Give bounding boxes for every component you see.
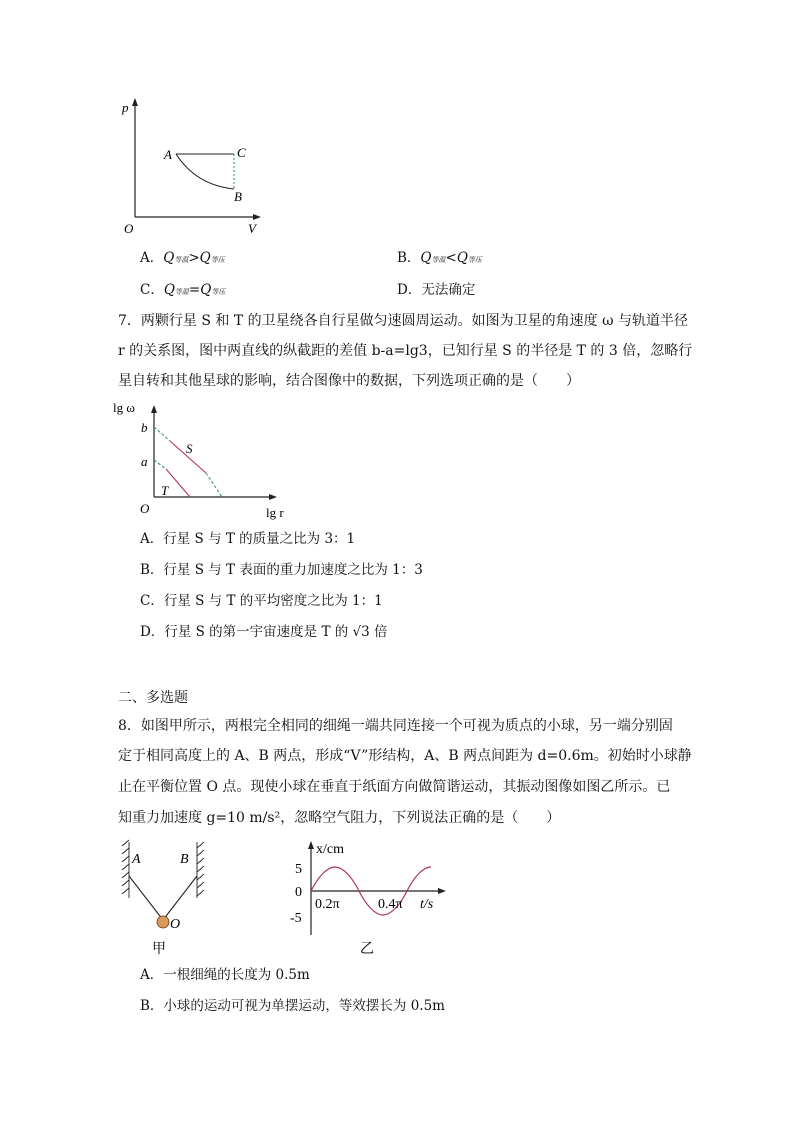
pv-diagram bbox=[110, 95, 270, 240]
y-tick-5: 5 bbox=[295, 862, 302, 877]
origin-label: O bbox=[140, 501, 150, 516]
v-axis-arrow bbox=[253, 214, 261, 220]
q6-option-c[interactable] bbox=[140, 282, 225, 300]
q7-stem-line-1: 7．两颗行星 S 和 T 的卫星绕各自行星做匀速圆周运动。如图为卫星的角速度 ω 与轨道半径 bbox=[118, 313, 688, 329]
line-s-dashed-tail bbox=[206, 473, 222, 497]
q7-option-c[interactable]: C．行星 S 与 T 的平均密度之比为 1：1 bbox=[140, 593, 383, 609]
x-axis-label: x/cm bbox=[316, 842, 344, 857]
p-axis-arrow bbox=[132, 98, 138, 106]
subscript: 等压 bbox=[467, 256, 482, 264]
v-shape-pendulum-figure bbox=[118, 838, 218, 960]
q8-stem-line-2: 定于相同高度上的 A、B 两点，形成“V”形结构，A、B 两点间距为 d=0.6m。初始时小球静 bbox=[118, 748, 692, 764]
relation: = bbox=[188, 282, 201, 298]
q6-option-a[interactable] bbox=[140, 250, 225, 268]
line-s-dashed bbox=[154, 427, 170, 441]
subscript: 等温 bbox=[174, 288, 189, 296]
intercept-a-label: a bbox=[141, 454, 148, 469]
q-symbol: Q bbox=[420, 250, 432, 266]
relation: < bbox=[445, 250, 457, 266]
subscript: 等温 bbox=[174, 256, 189, 264]
point-b-label: B bbox=[234, 189, 242, 204]
v-axis-label: V bbox=[248, 221, 256, 236]
q8-option-a[interactable]: A．一根细绳的长度为 0.5m bbox=[140, 967, 310, 983]
q6-option-b[interactable] bbox=[397, 250, 482, 268]
q6-option-d[interactable] bbox=[397, 282, 475, 298]
q7-stem-line-2: r 的关系图，图中两直线的纵截距的差值 b-a=lg3，已知行星 S 的半径是 T 的 3 倍，忽略行 bbox=[118, 343, 693, 359]
lg-omega-lg-r-graph bbox=[110, 397, 295, 522]
figure-yi-caption: 乙 bbox=[360, 942, 374, 957]
lg-r-axis-arrow bbox=[269, 494, 277, 500]
vibration-graph bbox=[280, 835, 460, 960]
y-tick-0: 0 bbox=[295, 885, 302, 900]
option-letter: C． bbox=[140, 282, 164, 298]
relation: > bbox=[188, 250, 200, 266]
t-axis-arrow bbox=[438, 888, 446, 894]
t-tick-0.2pi: 0.2π bbox=[315, 897, 340, 912]
subscript: 等温 bbox=[431, 256, 446, 264]
y-tick-neg5: -5 bbox=[290, 911, 302, 926]
t-axis-label: t/s bbox=[420, 897, 434, 912]
q-symbol: Q bbox=[199, 250, 211, 266]
q8-option-b[interactable]: B．小球的运动可视为单摆运动，等效摆长为 0.5m bbox=[140, 998, 445, 1014]
point-o-label: O bbox=[170, 917, 181, 932]
subscript: 等压 bbox=[210, 256, 225, 264]
left-wall-hatch bbox=[122, 840, 129, 898]
ball bbox=[157, 916, 169, 928]
subscript: 等压 bbox=[211, 288, 226, 296]
lg-omega-label: lg ω bbox=[113, 400, 135, 415]
q7-option-a[interactable]: A．行星 S 与 T 的质量之比为 3：1 bbox=[140, 531, 356, 547]
option-letter: B． bbox=[397, 250, 421, 266]
origin-label: O bbox=[124, 221, 134, 236]
q7-option-d[interactable]: D．行星 S 的第一宇宙速度是 T 的 √3 倍 bbox=[140, 624, 388, 640]
string-a bbox=[129, 876, 163, 920]
line-t-label: T bbox=[161, 483, 169, 498]
q8-stem-line-4: 知重力加速度 g=10 m/s²，忽略空气阻力，下列说法正确的是（ ） bbox=[118, 810, 561, 826]
lg-omega-axis-arrow bbox=[151, 405, 157, 413]
q7-stem-line-3: 星自转和其他星球的影响，结合图像中的数据，下列选项正确的是（ ） bbox=[118, 373, 580, 389]
x-axis-arrow bbox=[308, 841, 314, 849]
q-symbol: Q bbox=[163, 282, 175, 298]
lg-r-label: lg r bbox=[266, 505, 284, 520]
isothermal-curve-ab bbox=[176, 154, 234, 189]
figure-jia-caption: 甲 bbox=[152, 942, 166, 957]
q-symbol: Q bbox=[200, 282, 212, 298]
q-symbol: Q bbox=[456, 250, 468, 266]
p-axis-label: p bbox=[122, 100, 129, 115]
q8-stem-line-3: 止在平衡位置 O 点。现使小球在垂直于纸面方向做简谐运动，其振动图像如图乙所示。已 bbox=[118, 779, 671, 795]
line-t-dashed bbox=[154, 460, 166, 469]
option-letter: D． bbox=[397, 282, 422, 298]
option-letter: A． bbox=[140, 250, 164, 266]
right-wall-hatch bbox=[197, 842, 204, 898]
q-symbol: Q bbox=[163, 250, 175, 266]
string-b bbox=[163, 876, 197, 920]
option-text: 无法确定 bbox=[421, 282, 476, 298]
point-c-label: C bbox=[237, 145, 246, 160]
point-b-label: B bbox=[180, 852, 189, 867]
section-heading-multiple-choice: 二、多选题 bbox=[118, 690, 188, 706]
q7-option-b[interactable]: B．行星 S 与 T 表面的重力加速度之比为 1：3 bbox=[140, 562, 423, 578]
q8-stem-line-1: 8．如图甲所示，两根完全相同的细绳一端共同连接一个可视为质点的小球，另一端分别固 bbox=[118, 718, 673, 734]
point-a-label: A bbox=[164, 147, 172, 162]
point-a-label: A bbox=[132, 852, 141, 867]
intercept-b-label: b bbox=[141, 420, 148, 435]
line-t bbox=[166, 469, 190, 497]
line-s-label: S bbox=[186, 441, 193, 456]
t-tick-0.4pi: 0.4π bbox=[378, 897, 403, 912]
